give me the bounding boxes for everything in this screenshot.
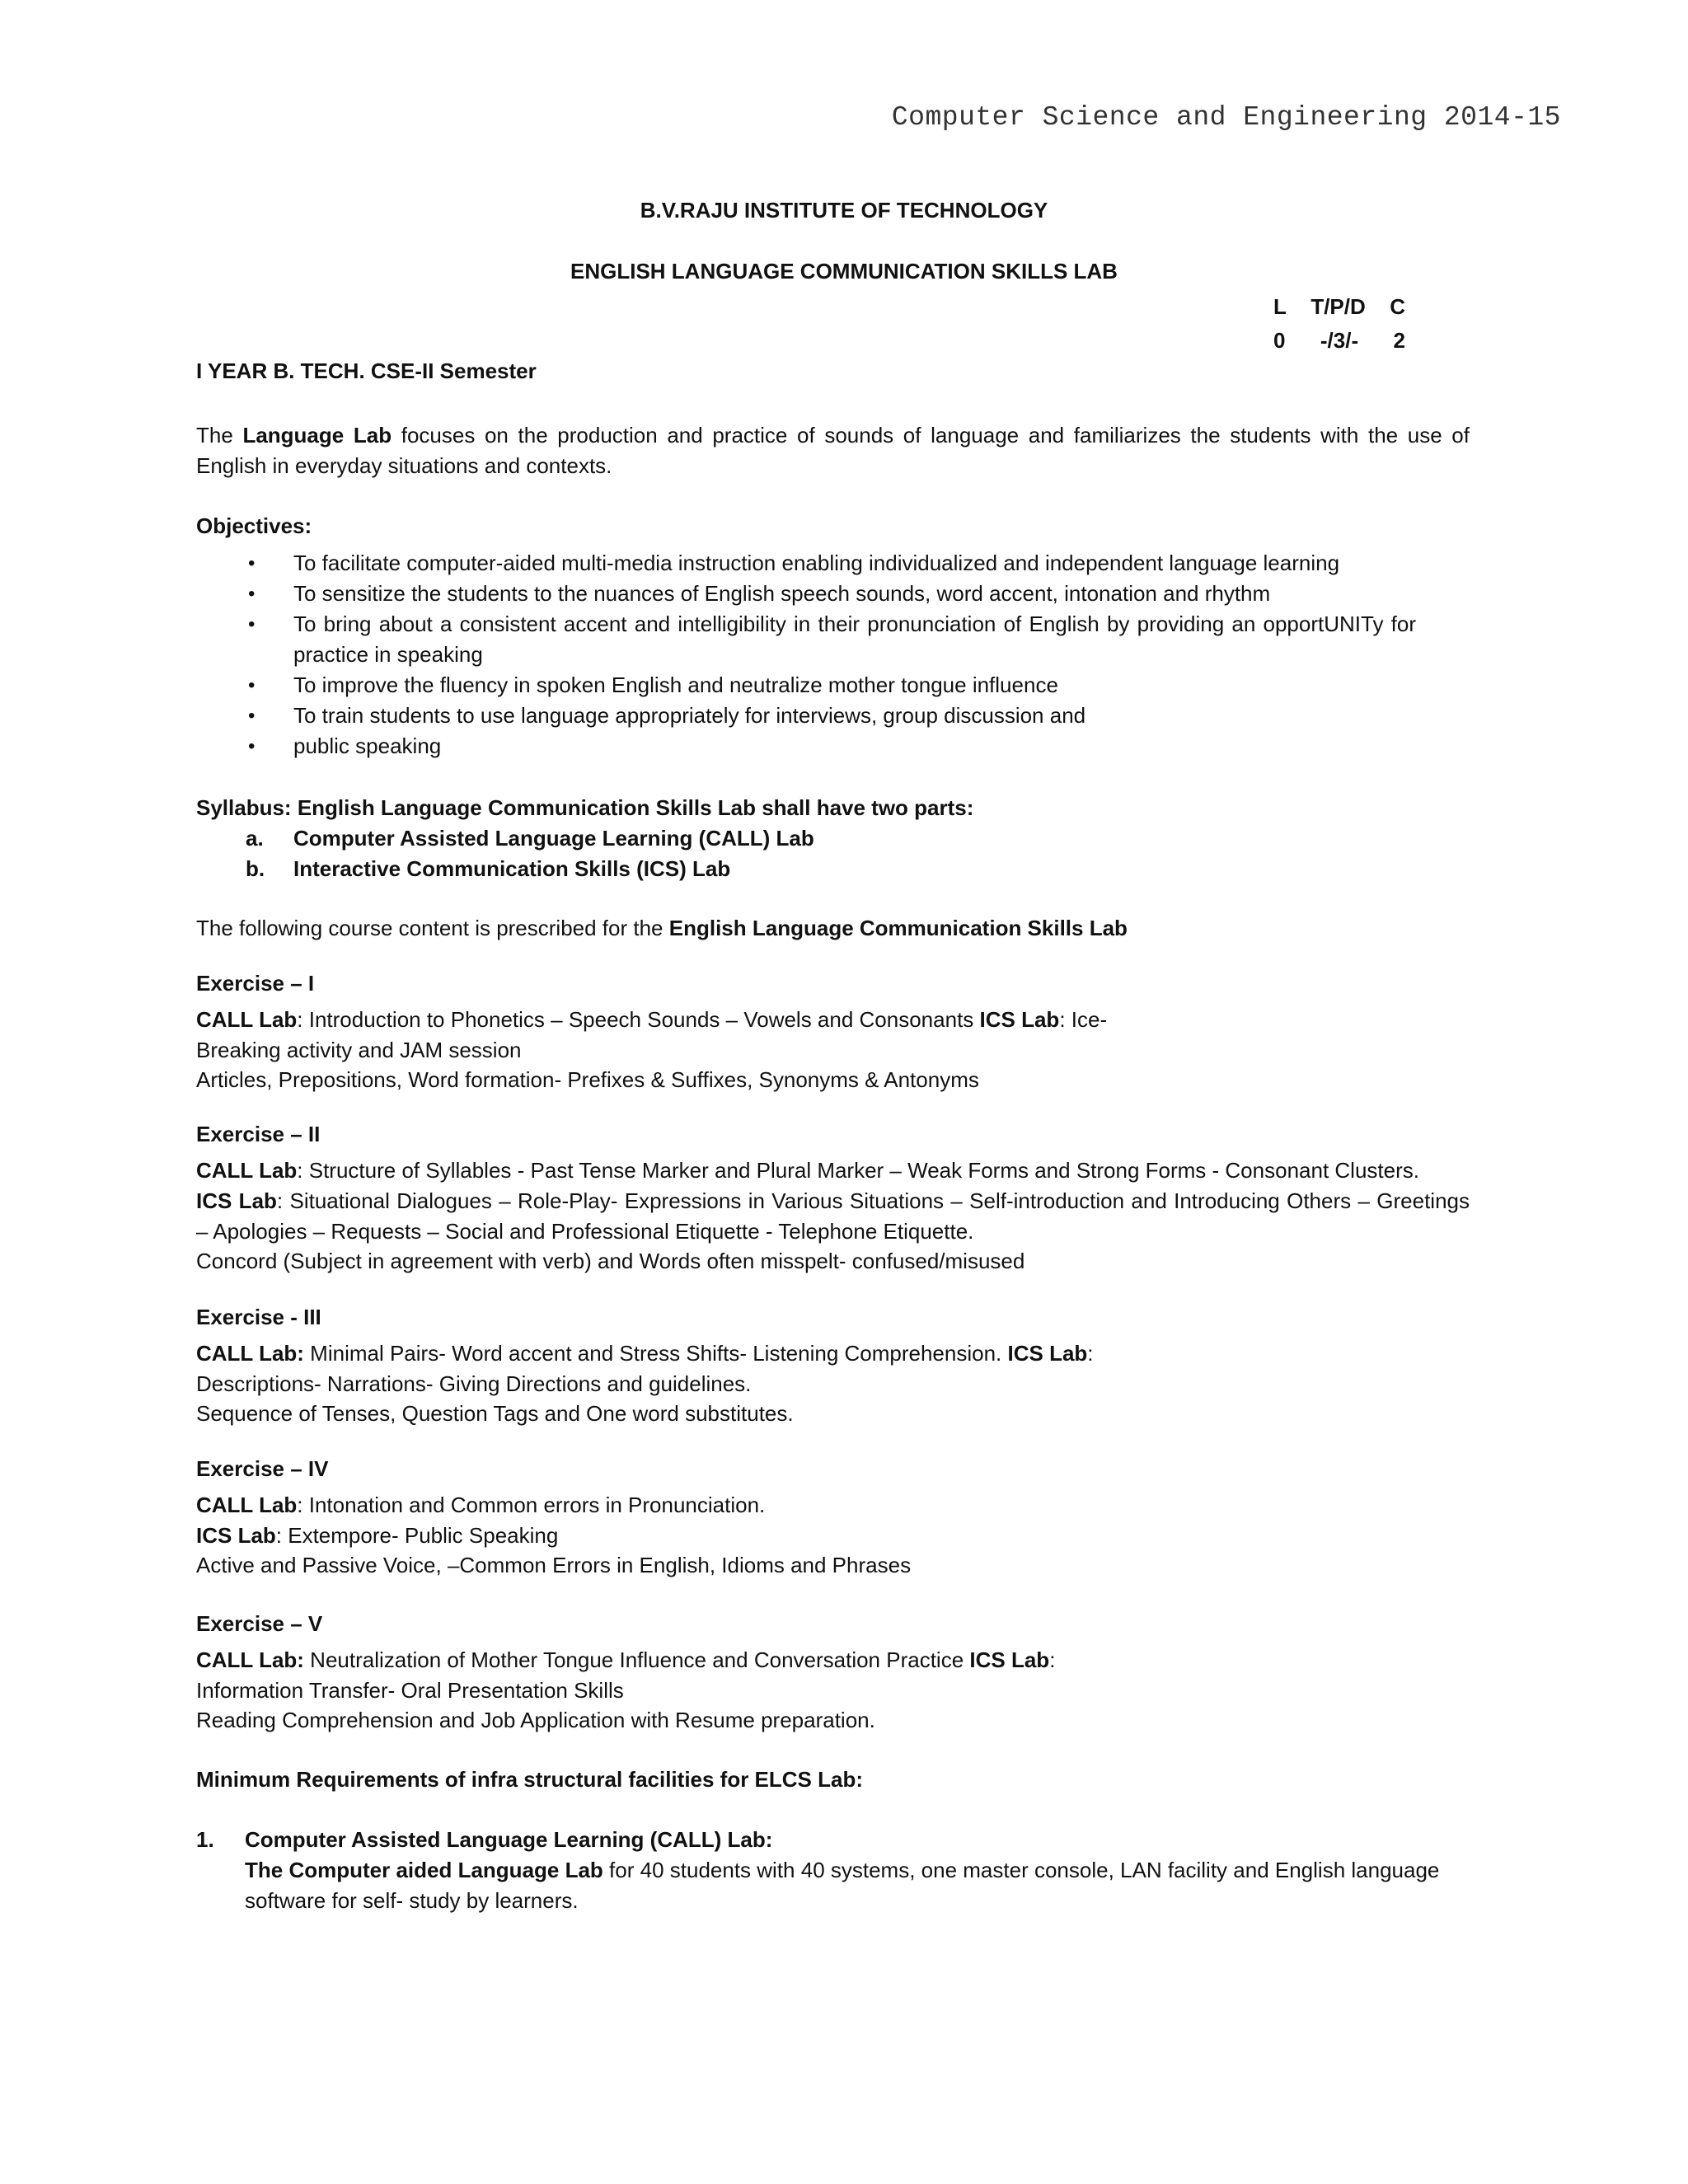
exercise-text: : Introduction to Phonetics – Speech Sounds – Vowels and Consonants: [297, 1007, 980, 1032]
bullet-icon: •: [248, 583, 256, 605]
exercise-text: Neutralization of Mother Tongue Influence and Conversation Practice: [303, 1647, 970, 1672]
exercise-2-title: Exercise – II: [196, 1122, 321, 1146]
exercise-3-title: Exercise - III: [196, 1305, 321, 1329]
ltpc-value-row: [1273, 328, 1405, 354]
objective-item: [196, 579, 1416, 609]
call-lab-label: CALL Lab: [196, 1158, 298, 1183]
requirement-title: Computer Assisted Language Learning (CALL) Lab:: [245, 1827, 773, 1852]
objective-item: [196, 670, 1416, 701]
ltpc-c-head: C: [1390, 294, 1405, 319]
semester-label: I YEAR B. TECH. CSE-II Semester: [196, 359, 537, 383]
ltpc-tpd-head: T/P/D: [1311, 294, 1366, 319]
objective-text: To improve the fluency in spoken English and neutralize mother tongue influence: [293, 673, 1058, 697]
exercise-2-ics-paragraph: [196, 1186, 1470, 1247]
ics-lab-label: ICS Lab: [196, 1188, 277, 1213]
syllabus-part: [196, 854, 814, 884]
exercise-2-line-4: Concord (Subject in agreement with verb) and Words often misspelt- confused/misused: [196, 1249, 1025, 1273]
exercise-3-line-1: [196, 1338, 1094, 1369]
requirement-item-1: [196, 1825, 1470, 1916]
ics-lab-label: ICS Lab: [979, 1007, 1060, 1032]
exercise-1-title: Exercise – I: [196, 971, 315, 996]
objective-item: [196, 548, 1416, 579]
exercise-text: : Ice-: [1059, 1007, 1108, 1032]
course-title: ENGLISH LANGUAGE COMMUNICATION SKILLS LAB: [570, 259, 1118, 284]
exercise-1-line-1: [196, 1005, 1107, 1035]
prescribed-text: The following course content is prescribed for the: [196, 916, 669, 940]
part-marker: a.: [246, 826, 264, 851]
objective-text: To sensitize the students to the nuances of English speech sounds, word accent, intonation and rhythm: [293, 581, 1271, 606]
ics-lab-label: ICS Lab: [969, 1647, 1050, 1672]
exercise-text: :: [1087, 1341, 1094, 1366]
ltpc-header-row: [1273, 294, 1405, 320]
prescribed-bold: English Language Communication Skills Lab: [668, 916, 1128, 940]
exercise-5-line-2: Information Transfer- Oral Presentation Skills: [196, 1678, 624, 1703]
ics-lab-label: ICS Lab: [1007, 1341, 1088, 1366]
exercise-text: : Structure of Syllables - Past Tense Marker and Plural Marker – Weak Forms and Strong Forms - Consonant Clusters.: [297, 1158, 1419, 1183]
requirements-heading: Minimum Requirements of infra structural facilities for ELCS Lab:: [196, 1767, 864, 1792]
exercise-1-line-3: Articles, Prepositions, Word formation- Prefixes & Suffixes, Synonyms & Antonyms: [196, 1067, 979, 1092]
exercise-text: : Situational Dialogues – Role-Play- Expressions in Various Situations – Self-introduction and Introducing Others – Greetings – Apologies – Requests – Social and Professional Etiquette - Telephone Etiquette.: [196, 1188, 1470, 1244]
bullet-icon: •: [248, 552, 256, 574]
call-lab-label: CALL Lab:: [196, 1647, 304, 1672]
part-text: Interactive Communication Skills (ICS) Lab: [293, 856, 731, 881]
syllabus-heading: Syllabus: English Language Communication Skills Lab shall have two parts:: [196, 795, 974, 820]
call-lab-label: CALL Lab: [196, 1493, 298, 1517]
part-marker: b.: [246, 856, 265, 881]
exercise-2-line-1: [196, 1155, 1419, 1186]
ltpc-c-value: 2: [1393, 328, 1405, 353]
running-header: Computer Science and Engineering 2014-15: [891, 102, 1561, 133]
intro-paragraph: [196, 420, 1470, 481]
intro-text-pre: The: [196, 423, 243, 448]
exercise-text: Minimal Pairs- Word accent and Stress Shifts- Listening Comprehension.: [303, 1341, 1008, 1366]
ics-lab-label: ICS Lab: [196, 1523, 276, 1548]
objective-text: To bring about a consistent accent and intelligibility in their pronunciation of English by providing an opportUNITy for practice in speaking: [293, 612, 1416, 667]
exercise-4-line-2: [196, 1521, 558, 1551]
intro-bold: Language Lab: [242, 423, 392, 448]
ltpc-l-head: L: [1273, 294, 1287, 319]
exercise-3-line-2: Descriptions- Narrations- Giving Directions and guidelines.: [196, 1371, 752, 1396]
bullet-icon: •: [248, 735, 256, 757]
exercise-3-line-3: Sequence of Tenses, Question Tags and One word substitutes.: [196, 1401, 794, 1426]
exercise-text: : Extempore- Public Speaking: [275, 1523, 559, 1548]
item-number: 1.: [196, 1827, 214, 1852]
objective-item: [196, 701, 1416, 731]
requirement-text: for 40 students with 40 systems, one master console, LAN facility and English language software for self- study by learners.: [245, 1858, 1440, 1913]
institute-name: B.V.RAJU INSTITUTE OF TECHNOLOGY: [640, 198, 1048, 223]
requirement-bold: The Computer aided Language Lab: [245, 1858, 603, 1882]
exercise-4-title: Exercise – IV: [196, 1456, 329, 1481]
call-lab-label: CALL Lab: [196, 1007, 298, 1032]
requirement-body: [245, 1825, 1470, 1916]
ltpc-tpd-value: -/3/-: [1320, 328, 1359, 353]
objective-text: To facilitate computer-aided multi-media instruction enabling individualized and independent language learning: [293, 551, 1340, 575]
part-text: Computer Assisted Language Learning (CALL) Lab: [293, 826, 814, 851]
prescribed-statement: [196, 913, 1128, 944]
exercise-5-line-1: [196, 1645, 1055, 1675]
objectives-list: [196, 548, 1416, 762]
requirement-description: [245, 1855, 1470, 1916]
call-lab-label: CALL Lab:: [196, 1341, 304, 1366]
bullet-icon: •: [248, 613, 256, 635]
exercise-text: : Intonation and Common errors in Pronunciation.: [297, 1493, 766, 1517]
exercise-1-line-2: Breaking activity and JAM session: [196, 1038, 522, 1062]
bullet-icon: •: [248, 705, 256, 727]
objective-text: To train students to use language appropriately for interviews, group discussion and: [293, 703, 1086, 728]
exercise-text: :: [1049, 1647, 1056, 1672]
exercise-4-line-1: [196, 1490, 765, 1521]
exercise-4-line-3: Active and Passive Voice, –Common Errors in English, Idioms and Phrases: [196, 1553, 912, 1577]
syllabus-parts-list: [196, 823, 814, 884]
objective-text: public speaking: [293, 733, 442, 758]
exercise-5-title: Exercise – V: [196, 1611, 323, 1636]
intro-text-post: focuses on the production and practice of sounds of language and familiarizes the students with the use of English in everyday situations and contexts.: [196, 423, 1470, 478]
bullet-icon: •: [248, 674, 256, 696]
syllabus-part: [196, 823, 814, 854]
objective-item: [196, 731, 1416, 762]
ltpc-l-value: 0: [1273, 328, 1286, 353]
objectives-heading: Objectives:: [196, 513, 312, 538]
objective-item: [196, 609, 1416, 670]
exercise-5-line-3: Reading Comprehension and Job Application with Resume preparation.: [196, 1708, 875, 1732]
